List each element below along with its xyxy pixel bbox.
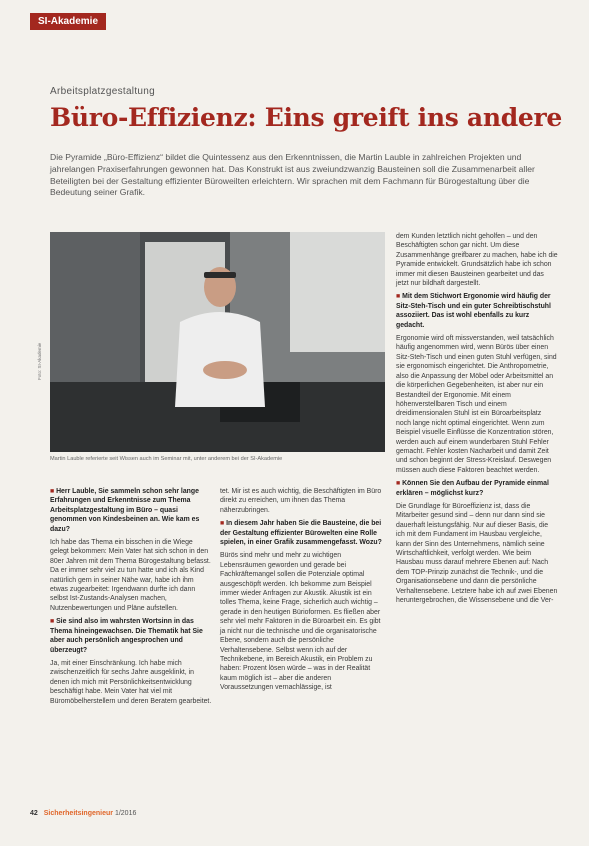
issue-number: 1/2016 — [114, 810, 137, 817]
photo-credit: Foto: SI-Akademie — [37, 342, 42, 380]
article-lead: Die Pyramide „Büro-Effizienz“ bildet die Quintessenz aus den Erkenntnissen, die Martin Lauble in zahlreichen Projekten und jahrelangen Praxiserfahrungen gewonnen hat. Das Konstrukt ist aus zweiundzwanzig Bausteinen soll die Zusammenarbeit aller Beteiligten bei der Gestaltung effizienter Büroweilten erleichtern. Wir sprachen mit dem Fachmann für Bürogestaltung über die Bedeutung seiner Grafik. — [50, 152, 535, 198]
magazine-name: Sicherheitsingenieur — [43, 810, 113, 817]
answer-paragraph: Die Grundlage für Büroeffizienz ist, dass die Mitarbeiter gesund sind – denn nur dann sind sie dauerhaft leistungsfähig. Nur auf dieser Basis, die ich mit dem Fundament im Hausbau vergleiche, kann der Sinn des Unternehmens, nämlich seine Wirtschaftlichkeit, verfolgt werden. Wie beim Hausbau muss darauf mehrere Ebenen auf: Nach dem TOP-Prinzip zunächst die Technik-, und die Organisationsebene und dann die persönliche Verhaltensebene. Letztere habe ich auf zwei Ebenen heruntergebrochen, die Wissensebene und die Ver- — [396, 502, 558, 605]
answer-paragraph: dem Kunden letztlich nicht geholfen – und den Beschäftigten schon gar nicht. Um diese Zusammenhänge greifbarer zu machen, habe ich die Pyramide entwickelt. Grundsätzlich habe ich schon immer mit diesen Bausteinen gearbeitet und das jetzt nur bildhaft dargestellt. — [396, 233, 558, 288]
bullet-icon: ■ — [396, 480, 403, 488]
text-column-1 — [50, 487, 213, 710]
page-number: 42 — [30, 810, 38, 817]
section-tag: SI-Akademie — [30, 13, 106, 30]
question-paragraph: ■ Mit dem Stichwort Ergonomie wird häufig der Sitz-Steh-Tisch und ein guter Schreibtischstuhl assoziiert. Das ist wohl ebenfalls zu kurz gedacht. — [396, 293, 551, 329]
article-title: Büro-Effizienz: Eins greift ins andere — [50, 103, 562, 132]
question-paragraph: ■ Sie sind also im wahrsten Wortsinn in das Thema hineingewachsen. Die Thematik hat Sie aber auch persönlich angesprochen und überzeugt? — [50, 618, 203, 654]
text-column-2 — [220, 487, 382, 697]
speaker-photo — [50, 232, 385, 452]
answer-paragraph: Ich habe das Thema ein bisschen in die Wiege gelegt bekommen: Mein Vater hat sich schon in den 80er Jahren mit dem Thema Bürogestaltung befasst. Da er immer sehr viel zu tun hatte und ich als Kind natürlich gern in seiner Nähe war, habe ich ihm etwas zugearbeitet: Irgendwann durfte ich dann selbst Ist-Zustands-Analysen machen, Nutzenbewertungen und Pläne aufstellen. — [50, 539, 211, 612]
bullet-icon: ■ — [50, 488, 57, 495]
article-kicker: Arbeitsplatzgestaltung — [50, 86, 155, 97]
answer-paragraph: Ja, mit einer Einschränkung. Ich habe mich zwischenzeitlich für sechs Jahre ausgeklinkt, in denen ich mich mit Persönlichkeitsentwicklung beschäftigt habe. Mein Vater hat viel mit Büromöbelherstellern und deren Beratern gearbeitet. — [50, 659, 212, 705]
page-footer — [30, 810, 136, 817]
bullet-icon: ■ — [220, 520, 227, 528]
photo-caption: Martin Lauble referierte seit Wissen auch im Seminar mit, unter anderem bei der SI-Akademie — [50, 456, 283, 462]
speaker-photo-illustration — [50, 232, 385, 452]
question-paragraph: ■ Können Sie den Aufbau der Pyramide einmal erklären – möglichst kurz? — [396, 480, 549, 497]
answer-paragraph: Ergonomie wird oft missverstanden, weil tatsächlich häufig angenommen wird, wenn Bürös über einen Sitz-Steh-Tisch und einen guten Stuhl verfügen, sind sie ergonomisch eingerichtet. Die Anthropometrie, also die Anpassung der Möbel oder Arbeitsmittel an die körperlichen Gegebenheiten, ist aber nur ein Bestandteil der Ergonomie. Mit einem höhenverstellbaren Tisch und einem dreidimensionalen Stuhl ist ein Büroarbeitsplatz noch lange nicht optimal eingerichtet. Wenn zum Beispiel visuelle Einflüsse die Konzentration stören, werden auch auf einem wunderbaren Stuhl Fehler gemacht. Fehler kosten Nacharbeit und damit Zeit und schon beginnt der Stress-Kreislauf. Deswegen müssen auch diese Faktoren beachtet werden. — [396, 335, 557, 474]
answer-paragraph: Bürös sind mehr und mehr zu wichtigen Lebensräumen geworden und gerade bei Fachkräftemangel sollen die Potenziale optimal ausgeschöpft werden. Ich bekomme zum Beispiel immer wieder Anfragen zur Akustik. Akustik ist ein tolles Thema, keine Frage, sicherlich auch wichtig – gerade in den heutigen Bürioformen. Es fließen aber sehr viel mehr Faktoren in die Büroarbeit ein. Es gibt ja nicht nur die technische und die organisatorische Ebene, sondern auch die persönliche Verhaltensebene. Selbst wenn ich auf der Technikebene, im Bereich Akustik, ein Problem zu haben: Prozent lösen würde – was in der Realität kaum möglich ist – aber die anderen Voraussetzungen vernachlässige, ist — [220, 552, 381, 692]
bullet-icon: ■ — [396, 293, 403, 301]
bullet-icon: ■ — [50, 618, 57, 626]
answer-paragraph: tet. Mir ist es auch wichtig, die Beschäftigten im Büro direkt zu erreichen, um ihnen das Thema näherzubringen. — [220, 488, 382, 514]
text-column-3 — [396, 232, 558, 609]
question-paragraph: ■ In diesem Jahr haben Sie die Bausteine, die bei der Gestaltung effizienter Bürowelten eine Rolle spielen, in einer Grafik zusammengefasst. Wozu? — [220, 520, 382, 547]
question-paragraph: ■ Herr Lauble, Sie sammeln schon sehr lange Erfahrungen und Erkenntnisse zum Thema Arbeitsplatzgestaltung im Büro – quasi genommen von Kindesbeinen an. Wie kam es dazu? — [50, 488, 200, 533]
